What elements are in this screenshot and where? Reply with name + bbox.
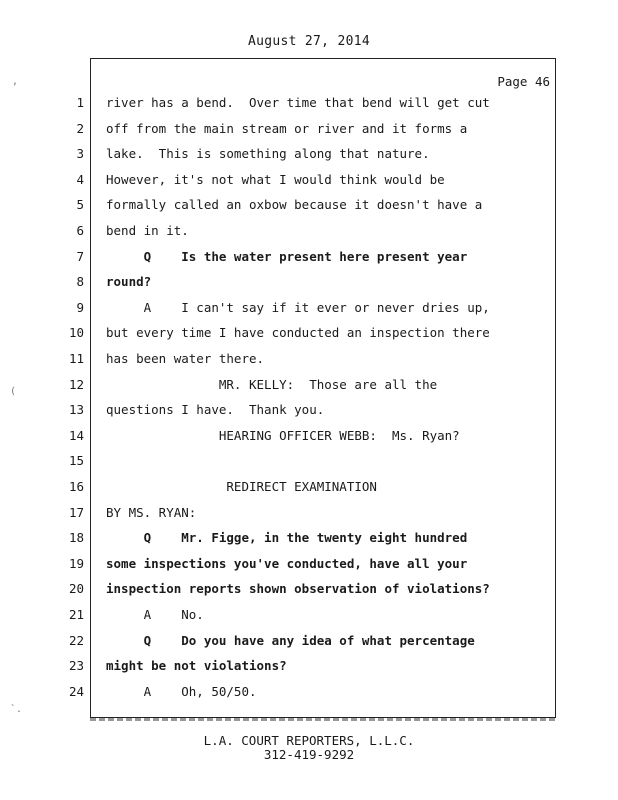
line-number: 6 [76,223,84,238]
line-text: formally called an oxbow because it doesn't have a [106,197,483,213]
transcript-line [0,633,618,653]
line-text: HEARING OFFICER WEBB: Ms. Ryan? [106,427,460,443]
line-number: 22 [68,632,84,648]
line-text: might be not violations? [106,658,287,674]
line-number: 11 [68,351,84,366]
page-number: Page 46 [497,74,550,89]
line-number: 14 [68,427,84,443]
transcript-line [0,479,618,499]
line-number: 23 [68,658,84,674]
transcript-line [0,172,618,192]
line-text: Q Is the water present here present year [106,248,468,264]
transcript-line [0,351,618,371]
scan-speck: ( [10,386,17,397]
transcript-date: August 27, 2014 [248,34,370,49]
transcript-line [0,300,618,320]
transcript-line [0,684,618,704]
line-number: 19 [68,555,84,571]
line-text: questions I have. Thank you. [106,402,325,418]
line-text: river has a bend. Over time that bend will get cut [106,95,490,110]
line-text: off from the main stream or river and it forms a [106,120,468,136]
line-text: REDIRECT EXAMINATION [106,479,377,494]
line-text: A No. [106,607,204,622]
line-text: lake. This is something along that nature. [106,146,430,162]
transcript-line [0,325,618,345]
line-text: However, it's not what I would think would be [106,171,445,187]
transcript-line [0,249,618,269]
line-number: 4 [76,171,84,187]
line-number: 1 [76,95,84,110]
line-number: 21 [68,607,84,622]
line-number: 16 [68,479,84,494]
transcript-line [0,658,618,678]
line-text: inspection reports shown observation of violations? [106,581,490,597]
line-text: but every time I have conducted an inspection there [106,325,490,341]
line-number: 15 [68,453,84,469]
transcript-line [0,377,618,397]
footer-phone: 312-419-9292 [263,747,355,762]
scan-speck: `. [10,704,23,715]
line-number: 10 [68,325,84,341]
transcript-line [0,223,618,243]
line-text: A Oh, 50/50. [106,683,257,699]
line-number: 13 [68,402,84,418]
line-text: round? [106,274,152,290]
line-text: A I can't say if it ever or never dries up, [106,299,490,315]
transcript-line [0,556,618,576]
transcript-line [0,402,618,422]
line-text: MR. KELLY: Those are all the [106,376,438,392]
line-text: bend in it. [106,223,189,238]
transcript-line [0,274,618,294]
transcript-line [0,197,618,217]
transcript-line [0,453,618,473]
line-number: 2 [76,120,84,136]
line-number: 5 [76,197,84,213]
transcript-line [0,146,618,166]
transcript-line [0,121,618,141]
line-text: has been water there. [106,351,265,366]
transcript-line [0,530,618,550]
line-number: 24 [68,683,84,699]
line-number: 20 [68,581,84,597]
line-text: some inspections you've conducted, have all your [106,555,468,571]
line-number: 17 [68,504,84,520]
transcript-line [0,428,618,448]
line-text: Q Do you have any idea of what percentage [106,632,475,648]
footer-company: L.A. COURT REPORTERS, L.L.C. [203,733,415,748]
line-text: Q Mr. Figge, in the twenty eight hundred [106,530,468,546]
line-text: BY MS. RYAN: [106,504,197,520]
scan-speck: , [12,76,19,87]
line-number: 18 [68,530,84,546]
line-number: 12 [68,376,84,392]
transcript-line [0,607,618,627]
transcript-line [0,505,618,525]
line-number: 3 [76,146,84,162]
page-frame-bottom-edge [90,718,558,721]
transcript-line [0,95,618,115]
line-number: 7 [76,248,84,264]
line-number: 9 [76,299,84,315]
transcript-line [0,581,618,601]
line-number: 8 [76,274,84,290]
